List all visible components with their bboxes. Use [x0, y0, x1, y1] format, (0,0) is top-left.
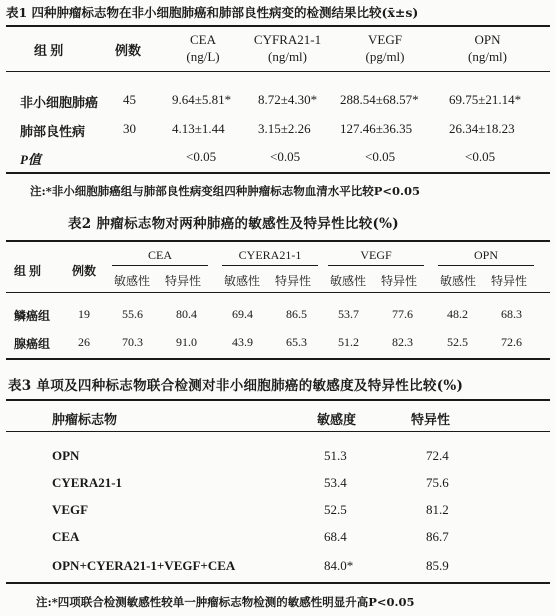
table1-row2-group: 肺部良性病 [20, 124, 86, 139]
table1-row3-vegf: <0.05 [365, 149, 396, 164]
table1-row1-count: 45 [123, 92, 136, 107]
table2-row2-cyera-spec: 65.3 [286, 335, 307, 349]
table3-header-spec: 特异性 [411, 412, 451, 427]
table1-row1-cyfra: 8.72±4.30* [258, 92, 318, 107]
table2-span-rule-cyera [222, 265, 318, 266]
table1-header-group: 组 别 [34, 43, 64, 58]
table1-row1-cea: 9.64±5.81* [172, 92, 232, 107]
table1-header-rule [6, 71, 550, 72]
table3-row2-sens: 53.4 [324, 475, 347, 490]
table2-row1-opn-spec: 68.3 [501, 307, 522, 321]
table2-sub-spec-1: 特异性 [165, 274, 202, 288]
table1-header-cyfra-unit: (ng/ml) [268, 49, 307, 64]
table3-row1-spec: 72.4 [426, 448, 449, 463]
table2-row1-group: 鳞癌组 [14, 309, 51, 323]
table3-row4-sens: 68.4 [324, 529, 347, 544]
table2-row2-group: 腺癌组 [14, 337, 51, 351]
table3-row2-marker: CYERA21-1 [52, 475, 123, 490]
table1-row3-cea: <0.05 [186, 149, 217, 164]
table2-span-rule-opn [438, 265, 534, 266]
table1-header-opn: OPN [474, 32, 501, 47]
table1-note: 注:*非小细胞肺癌组与肺部良性病变组四种肿瘤标志物血清水平比较P<0.05 [30, 184, 421, 198]
table1-row3-cyfra: <0.05 [270, 149, 301, 164]
table2-row2-cea-sens: 70.3 [122, 335, 143, 349]
table3-row4-marker: CEA [52, 529, 80, 544]
table1-header-cea-unit: (ng/L) [186, 49, 220, 64]
table3-row5-sens: 84.0* [324, 558, 354, 573]
table1-header-count: 例数 [115, 43, 142, 58]
table1-row2-count: 30 [123, 121, 136, 136]
table1-row2-cyfra: 3.15±2.26 [258, 121, 311, 136]
table2-sub-sens-4: 敏感性 [440, 274, 477, 288]
table1-row1-group: 非小细胞肺癌 [20, 95, 99, 110]
table2-bottom-rule [6, 358, 550, 360]
table3-header-rule [6, 431, 550, 432]
table3-caption: 表3 单项及四种标志物联合检测对非小细胞肺癌的敏感度及特异性比较(%) [8, 378, 464, 394]
table3-top-rule [6, 399, 550, 401]
table2-row1-vegf-sens: 53.7 [338, 307, 359, 321]
table2-row2-vegf-spec: 82.3 [392, 335, 413, 349]
table1-header-vegf-unit: (pg/ml) [365, 49, 405, 64]
table3-row3-spec: 81.2 [426, 502, 449, 517]
table1-row3-group: P值 [20, 152, 41, 167]
table1-row3-opn: <0.05 [465, 149, 496, 164]
table1-caption: 表1 四种肿瘤标志物在非小细胞肺癌和肺部良性病变的检测结果比较(x̄±s) [6, 5, 419, 20]
table1-header-cea: CEA [190, 32, 216, 47]
table2-span-rule-vegf [328, 265, 424, 266]
table2-row1-opn-sens: 48.2 [447, 307, 468, 321]
table1-header-vegf: VEGF [368, 32, 402, 47]
table2-sub-sens-3: 敏感性 [330, 274, 367, 288]
table1-header-opn-unit: (ng/ml) [468, 49, 507, 64]
table2-header-group: 组 别 [14, 264, 42, 278]
table2-header-opn: OPN [473, 248, 498, 262]
table2-header-cea: CEA [148, 248, 172, 262]
table1-row1-opn: 69.75±21.14* [449, 92, 522, 107]
table2-header-rule [6, 292, 550, 293]
table2-caption: 表2 肿瘤标志物对两种肺癌的敏感性及特异性比较(%) [68, 216, 399, 232]
table2-header-count: 例数 [72, 264, 97, 278]
table2-header-vegf: VEGF [360, 248, 392, 262]
table2-sub-spec-3: 特异性 [381, 274, 418, 288]
table2-row1-cyera-spec: 86.5 [286, 307, 307, 321]
table2-row1-cyera-sens: 69.4 [232, 307, 253, 321]
table2-sub-spec-4: 特异性 [491, 274, 528, 288]
table1-bottom-rule [6, 172, 550, 174]
table2-row2-vegf-sens: 51.2 [338, 335, 359, 349]
table2-row1-count: 19 [78, 307, 90, 321]
table3-row3-marker: VEGF [52, 502, 89, 517]
table2-row1-vegf-spec: 77.6 [392, 307, 413, 321]
table3-bottom-rule [6, 582, 550, 584]
table1-header-cyfra: CYFRA21-1 [253, 32, 322, 47]
table3-row5-marker: OPN+CYERA21-1+VEGF+CEA [52, 558, 236, 573]
table3-row1-marker: OPN [52, 448, 80, 463]
table2-row1-cea-spec: 80.4 [176, 307, 197, 321]
table3-header-sens: 敏感度 [317, 412, 357, 427]
table3-note: 注:*四项联合检测敏感性较单一肿瘤标志物检测的敏感性明显升高P<0.05 [36, 595, 415, 609]
table3-row1-sens: 51.3 [324, 448, 347, 463]
table1-row2-opn: 26.34±18.23 [449, 121, 515, 136]
table2-top-rule [6, 240, 550, 242]
table1-row2-vegf: 127.46±36.35 [340, 121, 413, 136]
table2-row2-opn-spec: 72.6 [501, 335, 522, 349]
table3-row4-spec: 86.7 [426, 529, 449, 544]
table2-sub-spec-2: 特异性 [275, 274, 312, 288]
table2-sub-sens-1: 敏感性 [114, 274, 151, 288]
table1-row1-vegf: 288.54±68.57* [340, 92, 419, 107]
table3-row3-sens: 52.5 [324, 502, 347, 517]
table3-row2-spec: 75.6 [426, 475, 449, 490]
table2-row1-cea-sens: 55.6 [122, 307, 143, 321]
table2-row2-count: 26 [78, 335, 90, 349]
table2-row2-opn-sens: 52.5 [447, 335, 468, 349]
table3-header-marker: 肿瘤标志物 [52, 412, 118, 427]
table1-top-rule [6, 25, 550, 27]
table2-row2-cea-spec: 91.0 [176, 335, 197, 349]
table1-row2-cea: 4.13±1.44 [172, 121, 225, 136]
table3-row5-spec: 85.9 [426, 558, 449, 573]
table2-header-cyera: CYERA21-1 [238, 248, 302, 262]
table2-sub-sens-2: 敏感性 [224, 274, 261, 288]
table2-span-rule-cea [112, 265, 208, 266]
table2-row2-cyera-sens: 43.9 [232, 335, 253, 349]
